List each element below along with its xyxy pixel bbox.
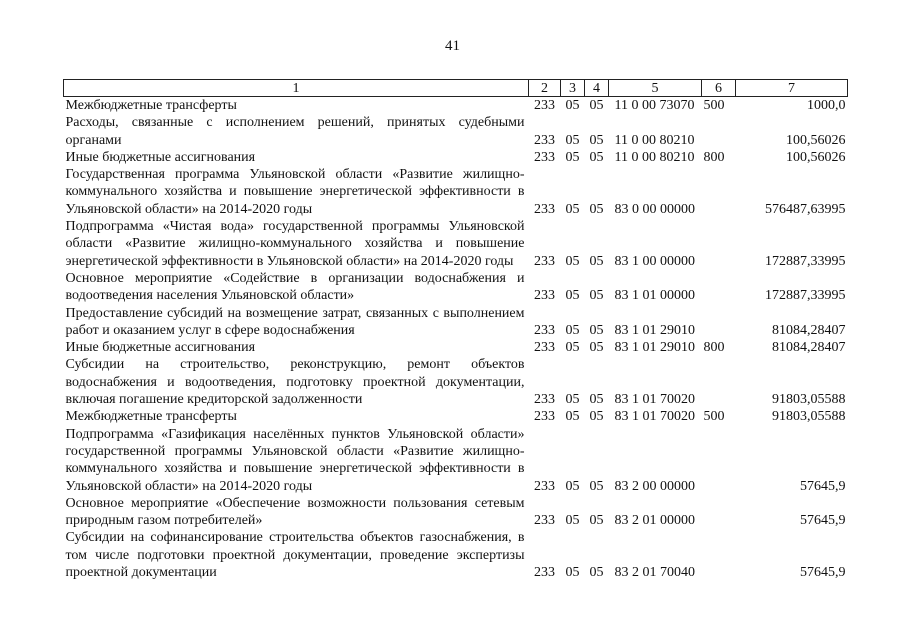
row-ministry-code: 233 (534, 253, 555, 269)
row-ministry-code: 233 (534, 409, 555, 425)
table-row (64, 529, 848, 581)
row-section-code: 05 (565, 478, 580, 494)
row-ministry-code: 233 (534, 201, 555, 217)
table-row (64, 149, 848, 166)
row-subsection-code: 05 (589, 392, 604, 408)
table-row (64, 426, 848, 495)
row-description: Межбюджетные трансферты (65, 98, 237, 113)
row-target-article: 83 0 00 00000 (614, 201, 695, 217)
row-subsection-code: 05 (589, 322, 604, 338)
row-target-article: 83 1 01 29010 (614, 322, 695, 338)
row-expense-type (702, 529, 736, 581)
row-subsection-code: 05 (589, 478, 604, 494)
row-description: Основное мероприятие «Обеспечение возможности пользования сетевым природным газом потребителей» (65, 495, 525, 529)
table-row (64, 166, 848, 218)
row-section-code: 05 (565, 149, 580, 165)
table-row (64, 218, 848, 270)
row-expense-type (702, 270, 736, 305)
row-subsection-code: 05 (589, 98, 604, 113)
table-row (64, 408, 848, 425)
table-row (64, 305, 848, 340)
header-col-3: 3 (561, 80, 585, 97)
row-ministry-code: 233 (534, 392, 555, 408)
row-ministry-code: 233 (534, 149, 555, 165)
header-col-4: 4 (585, 80, 609, 97)
row-ministry-code: 233 (534, 98, 555, 113)
row-section-code: 05 (565, 253, 580, 269)
row-ministry-code: 233 (534, 340, 555, 356)
row-ministry-code: 233 (534, 132, 555, 148)
row-expense-type (702, 426, 736, 495)
row-description: Подпрограмма «Чистая вода» государственной программы Ульяновской области «Развитие жилищно-коммунального хозяйства и повышение энергетической эффективности в Ульяновской области» на 2014-2020 годы (65, 219, 525, 269)
header-row (64, 80, 848, 97)
row-amount: 172887,33995 (765, 288, 846, 304)
row-expense-type: 800 (703, 340, 725, 356)
row-amount: 57645,9 (800, 513, 846, 529)
row-section-code: 05 (565, 201, 580, 217)
row-target-article: 83 1 00 00000 (614, 253, 695, 269)
row-target-article: 11 0 00 80210 (614, 132, 695, 148)
row-description: Подпрограмма «Газификация населённых пунктов Ульяновской области» государственной программы Ульяновской области «Развитие жилищно-коммунального хозяйства и повышение энергетической эффективности в Ульяновской области» на 2014-2020 годы (65, 426, 525, 494)
table-row (64, 97, 848, 115)
row-ministry-code: 233 (534, 565, 555, 581)
row-description: Иные бюджетные ассигнования (65, 149, 256, 165)
row-expense-type (702, 166, 736, 218)
row-section-code: 05 (565, 565, 580, 581)
row-subsection-code: 05 (589, 201, 604, 217)
row-section-code: 05 (565, 132, 580, 148)
row-amount: 172887,33995 (765, 253, 846, 269)
row-subsection-code: 05 (589, 409, 604, 425)
row-description: Межбюджетные трансферты (65, 409, 237, 425)
row-subsection-code: 05 (589, 288, 604, 304)
row-expense-type: 800 (703, 149, 725, 165)
row-expense-type (702, 218, 736, 270)
row-target-article: 11 0 00 73070 (614, 98, 695, 113)
row-ministry-code: 233 (534, 322, 555, 338)
row-subsection-code: 05 (589, 565, 604, 581)
row-section-code: 05 (565, 340, 580, 356)
row-section-code: 05 (565, 513, 580, 529)
row-target-article: 83 2 01 70040 (614, 565, 695, 581)
row-target-article: 83 2 01 00000 (614, 513, 695, 529)
table-header (64, 80, 848, 97)
header-col-7: 7 (736, 80, 848, 97)
table-row (64, 356, 848, 408)
row-target-article: 83 1 01 70020 (614, 392, 695, 408)
header-col-1: 1 (64, 80, 529, 97)
header-col-5: 5 (609, 80, 702, 97)
row-amount: 81084,28407 (772, 322, 846, 338)
row-description: Предоставление субсидий на возмещение затрат, связанных с выполнением работ и оказанием услуг в сфере водоснабжения (65, 305, 525, 338)
row-description: Субсидии на строительство, реконструкцию, ремонт объектов водоснабжения и водоотведения, подготовку проектной документации, включая погашение кредиторской задолженности (65, 357, 525, 408)
table-row (64, 495, 848, 530)
row-ministry-code: 233 (534, 478, 555, 494)
row-description: Расходы, связанные с исполнением решений, принятых судебными органами (65, 115, 525, 148)
row-amount: 57645,9 (800, 478, 846, 494)
table-row (64, 270, 848, 305)
row-section-code: 05 (565, 288, 580, 304)
row-description: Государственная программа Ульяновской области «Развитие жилищно-коммунального хозяйства и повышение энергетической эффективности в Ульяновской области» на 2014-2020 годы (65, 167, 525, 217)
table-body (64, 97, 848, 582)
row-target-article: 83 1 01 29010 (614, 340, 695, 356)
row-expense-type (702, 114, 736, 149)
row-amount: 1000,0 (807, 98, 846, 113)
row-target-article: 83 2 00 00000 (614, 478, 695, 494)
row-section-code: 05 (565, 409, 580, 425)
row-description: Иные бюджетные ассигнования (65, 340, 256, 356)
row-expense-type (702, 495, 736, 530)
row-amount: 100,56026 (786, 132, 846, 148)
row-ministry-code: 233 (534, 513, 555, 529)
row-subsection-code: 05 (589, 253, 604, 269)
page-number: 41 (445, 38, 460, 54)
row-subsection-code: 05 (589, 340, 604, 356)
row-subsection-code: 05 (589, 513, 604, 529)
row-expense-type (702, 356, 736, 408)
budget-table (63, 79, 848, 581)
row-description: Субсидии на софинансирование строительства объектов газоснабжения, в том числе подготовки проектной документации, проведение экспертизы проектной документации (65, 530, 525, 581)
row-target-article: 83 1 01 00000 (614, 288, 695, 304)
row-expense-type: 500 (703, 98, 725, 113)
row-target-article: 83 1 01 70020 (614, 409, 695, 425)
row-section-code: 05 (565, 98, 580, 113)
row-ministry-code: 233 (534, 288, 555, 304)
header-col-2: 2 (529, 80, 561, 97)
row-target-article: 11 0 00 80210 (614, 149, 695, 165)
row-amount: 57645,9 (800, 565, 846, 581)
header-col-6: 6 (702, 80, 736, 97)
row-amount: 100,56026 (786, 149, 846, 165)
row-description: Основное мероприятие «Содействие в организации водоснабжения и водоотведения населения Ульяновской области» (65, 270, 525, 304)
table-row (64, 339, 848, 356)
row-expense-type (702, 305, 736, 340)
row-amount: 91803,05588 (772, 409, 846, 425)
row-amount: 81084,28407 (772, 340, 846, 356)
row-subsection-code: 05 (589, 149, 604, 165)
row-amount: 576487,63995 (765, 201, 846, 217)
table-row (64, 114, 848, 149)
row-amount: 91803,05588 (772, 392, 846, 408)
row-subsection-code: 05 (589, 132, 604, 148)
row-section-code: 05 (565, 392, 580, 408)
row-section-code: 05 (565, 322, 580, 338)
row-expense-type: 500 (703, 409, 725, 425)
